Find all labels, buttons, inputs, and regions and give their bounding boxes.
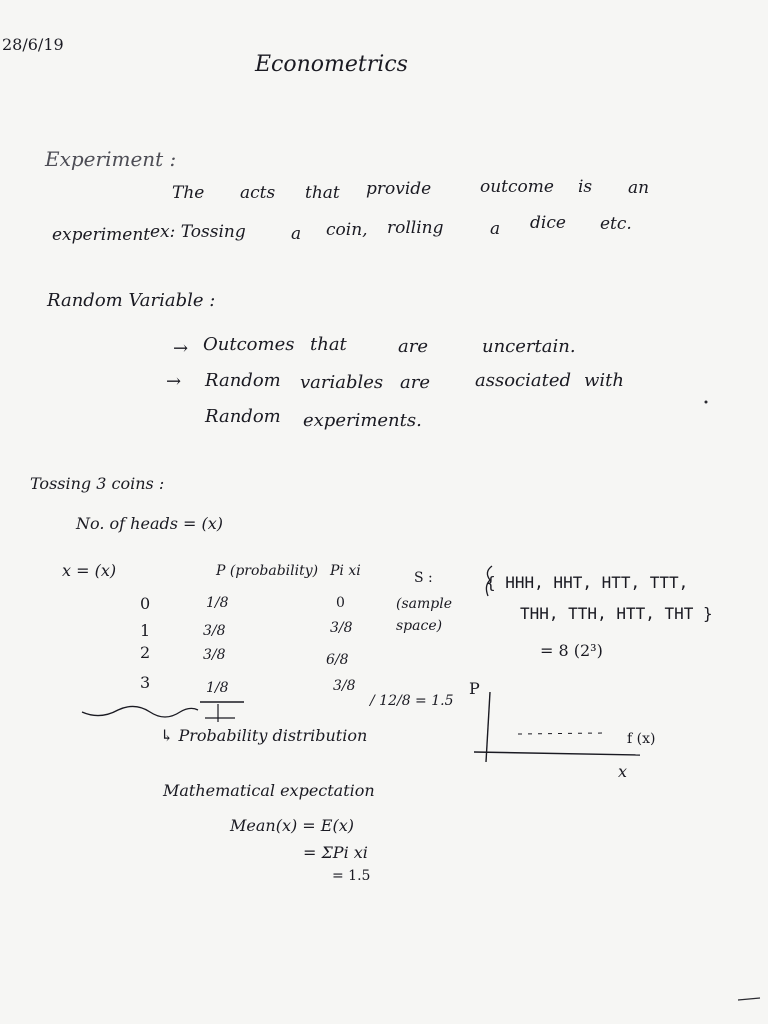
graph-axis-x-label: x [618,762,628,781]
wavy-brace [82,706,198,717]
expectation-line: = 1.5 [332,868,371,884]
rv-word: uncertain. [482,336,576,357]
experiment-word: ex: Tossing [150,222,246,242]
experiment-word: that [305,183,340,203]
page-edge-mark [738,998,760,1000]
expectation-heading: Mathematical expectation [163,781,375,800]
table-header-pixi: Pi xi [330,563,361,579]
table-cell-pixi: 6/8 [326,652,349,668]
experiment-word: outcome [480,177,554,197]
outcomes-line: THH, TTH, HTT, THT } [520,604,713,623]
heads-line: No. of heads = (x) [76,514,224,533]
expectation-line: = ΣPi xi [303,843,368,862]
experiment-word: acts [240,183,276,203]
random-variable-heading: Random Variable : [47,290,216,311]
rv-word: are [398,336,428,357]
date: 28/6/19 [2,35,64,54]
sample-space-note: space) [396,618,443,634]
table-cell-x: 1 [140,621,151,640]
experiment-word: provide [366,179,432,199]
expectation-line: Mean(x) = E(x) [230,816,354,835]
rv-word: that [310,334,347,355]
table-cell-pixi: 3/8 [330,620,353,636]
experiment-word: a [291,224,302,244]
ink-dot [705,401,708,404]
graph-y-axis [486,692,490,762]
graph-curve-label: f (x) [627,731,656,747]
table-cell-pixi: 3/8 [333,678,356,694]
rv-word: Random [205,406,281,427]
table-cell-x: 3 [140,673,151,692]
probability-distribution-label: ↳ Probability distribution [160,726,368,745]
graph-x-axis [474,752,640,755]
table-cell-pixi: 0 [336,595,345,611]
rv-word: with [584,370,624,391]
experiment-heading: Experiment : [45,147,177,171]
arrow-icon: → [166,371,182,392]
experiment-word: The [172,183,205,203]
table-header-x: x = (x) [62,561,117,580]
sum-line: / 12/8 = 1.5 [370,693,454,709]
sample-space-note: (sample [396,596,452,612]
experiment-word: is [578,177,593,197]
table-cell-x: 2 [140,643,151,662]
rv-word: Random [205,370,281,391]
outcomes-line: { HHH, HHT, HTT, TTT, [486,573,689,592]
table-cell-p: 1/8 [206,680,229,696]
rv-word: experiments. [303,410,422,431]
experiment-word: experiment [52,225,151,245]
table-cell-p: 1/8 [206,595,229,611]
table-cell-p: 3/8 [203,647,226,663]
sample-space-label: S : [414,570,433,586]
experiment-word: a [490,219,501,239]
rv-word: are [400,372,430,393]
table-header-probability: P (probability) [216,563,319,579]
graph-axis-p-label: P [469,679,480,698]
experiment-word: rolling [387,218,444,238]
experiment-word: an [628,178,650,198]
rv-word: variables [300,372,384,393]
experiment-word: dice [530,213,566,233]
tossing-heading: Tossing 3 coins : [30,474,165,493]
page-title: Econometrics [255,52,408,77]
rv-word: associated [475,370,572,391]
table-cell-p: 3/8 [203,623,226,639]
experiment-word: etc. [600,214,632,234]
arrow-icon: → [173,338,189,359]
table-cell-x: 0 [140,594,151,613]
rv-word: Outcomes [203,334,295,355]
sample-count: = 8 (2³) [540,641,603,660]
experiment-word: coin, [326,220,368,240]
outcomes-open-brace [486,566,492,596]
graph-level-dashes [518,733,604,734]
